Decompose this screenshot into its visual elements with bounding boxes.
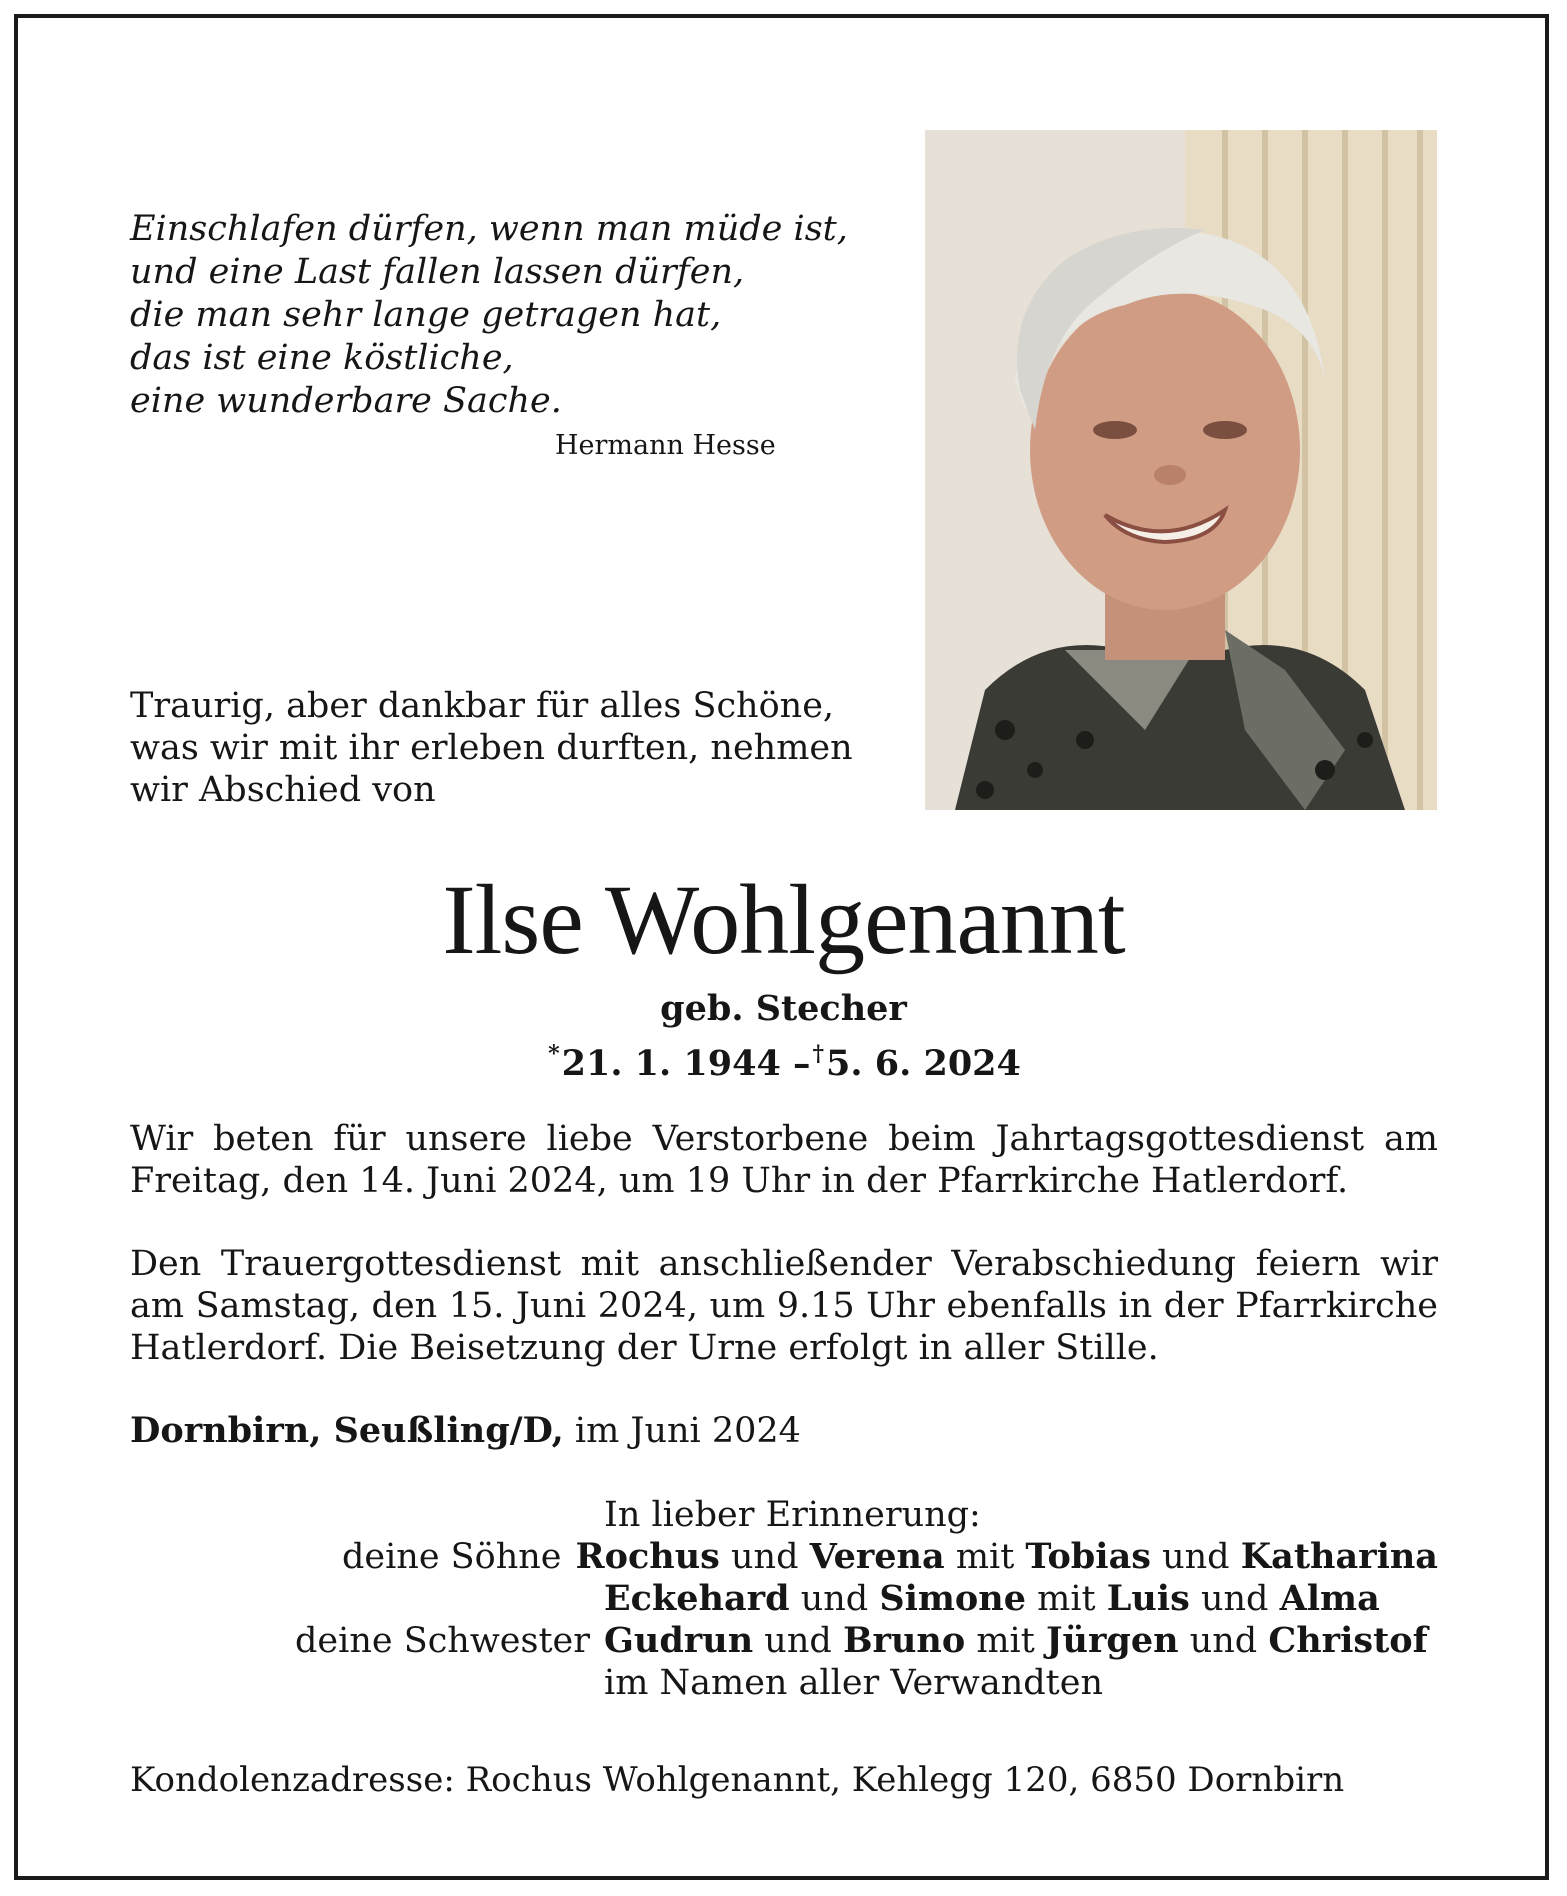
family-row [130, 1620, 1438, 1662]
family-label: deine Söhne [341, 1537, 562, 1577]
poem-line: das ist eine köstliche, [130, 338, 514, 378]
poem-author: Hermann Hesse [555, 430, 776, 461]
family-row [130, 1536, 1438, 1578]
connector: und [800, 1579, 869, 1619]
family-member: Alma [1279, 1578, 1380, 1619]
family-member: Eckehard [604, 1578, 790, 1619]
intro-line: was wir mit ihr erleben durften, nehmen [130, 728, 853, 768]
family-member: Jürgen [1045, 1620, 1179, 1661]
service-paragraph: Wir beten für unsere liebe Verstorbene beim Jahrtagsgottesdienst am Freitag, den 14. Juni 2024, um 19 Uhr in der Pfarrkirche Hatlerdorf. [130, 1119, 1438, 1201]
connector: und [1189, 1621, 1258, 1661]
connector: und [764, 1621, 832, 1661]
family-member: Bruno [842, 1620, 966, 1661]
place-date [130, 1410, 801, 1451]
family-heading-row [130, 1494, 1438, 1536]
family-member: Luis [1106, 1578, 1190, 1619]
family-closing: im Namen aller Verwandten [604, 1663, 1103, 1703]
family-member: Tobias [1025, 1536, 1151, 1577]
poem-line: und eine Last fallen lassen dürfen, [130, 252, 745, 292]
connector: mit [1037, 1579, 1096, 1619]
poem [130, 208, 848, 423]
poem-line: eine wunderbare Sache. [130, 381, 562, 421]
deceased-name: Ilse Wohlgenannt [442, 864, 1125, 975]
portrait-photo [925, 130, 1437, 810]
intro-line: Traurig, aber dankbar für alles Schöne, [130, 686, 835, 726]
birth-symbol: * [548, 1041, 560, 1067]
connector: und [1200, 1579, 1269, 1619]
funeral-paragraph: Den Trauergottesdienst mit anschließender Verabschiedung feiern wir am Samstag, den 15. Juni 2024, um 9.15 Uhr ebenfalls in der Pfarrkirche Hatlerdorf. Die Beisetzung der Urne erfolgt in aller Stille. [130, 1244, 1438, 1368]
family-closing-row [130, 1662, 1438, 1704]
death-symbol: † [812, 1041, 825, 1067]
condolence-address: Kondolenzadresse: Rochus Wohlgenannt, Kehlegg 120, 6850 Dornbirn [130, 1760, 1345, 1800]
family-list [130, 1494, 1438, 1704]
intro-line: wir Abschied von [130, 770, 436, 810]
family-member: Rochus [575, 1536, 720, 1577]
connector: mit [955, 1537, 1015, 1577]
connector: und [1162, 1537, 1230, 1577]
connector: und [731, 1537, 799, 1577]
family-member: Katharina [1240, 1536, 1438, 1577]
family-label: deine Schwester [295, 1621, 590, 1661]
connector: mit [976, 1621, 1035, 1661]
family-member: Verena [809, 1536, 945, 1577]
place-names: Dornbirn, Seußling/D, [130, 1410, 564, 1451]
family-member: Christof [1268, 1620, 1428, 1661]
life-dates [0, 1032, 1567, 1086]
birth-date: 21. 1. 1944 [561, 1043, 781, 1084]
family-member: Gudrun [604, 1620, 754, 1661]
family-row [130, 1578, 1438, 1620]
place-month: im Juni 2024 [574, 1411, 801, 1451]
family-member: Simone [879, 1578, 1026, 1619]
maiden-name: geb. Stecher [660, 988, 907, 1029]
death-date: 5. 6. 2024 [826, 1043, 1021, 1084]
family-heading: In lieber Erinnerung: [604, 1495, 981, 1535]
date-separator: – [793, 1043, 811, 1084]
poem-line: Einschlafen dürfen, wenn man müde ist, [130, 209, 848, 249]
poem-line: die man sehr lange getragen hat, [130, 295, 722, 335]
intro-text [130, 685, 853, 811]
